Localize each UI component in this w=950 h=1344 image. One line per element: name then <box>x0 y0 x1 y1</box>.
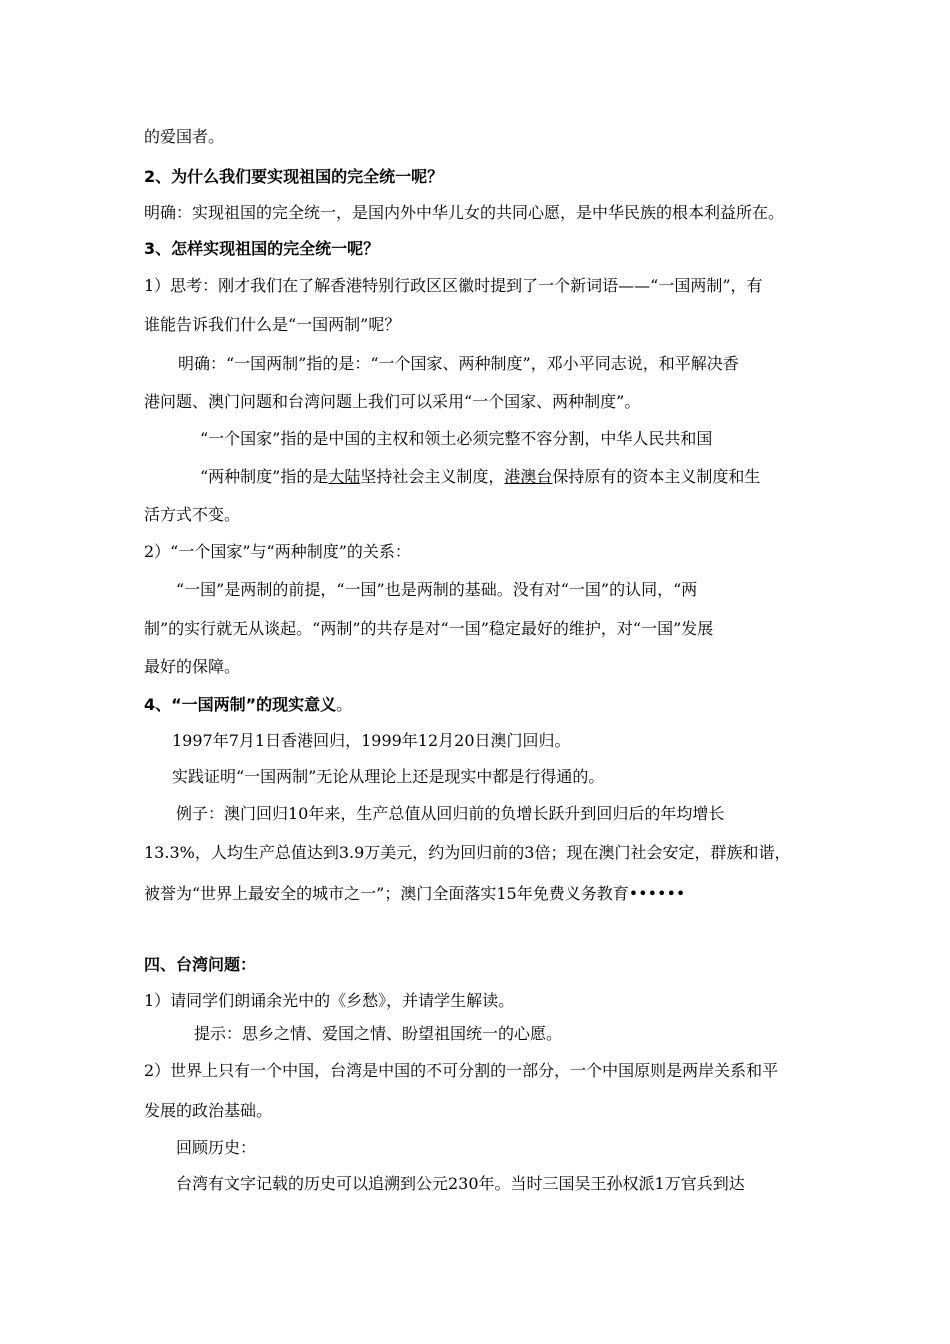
paragraph-line: 2）世界上只有一个中国，台湾是中国的不可分割的一部分，一个中国原则是两岸关系和平 <box>144 1061 779 1080</box>
paragraph-line: 提示：思乡之情、爱国之情、盼望祖国统一的心愿。 <box>194 1024 563 1043</box>
paragraph-line: “一个国家”指的是中国的主权和领土必须完整不容分割，中华人民共和国 <box>200 429 713 448</box>
paragraph-line: 13.3%，人均生产总值达到3.9万美元，约为回归前的3倍；现在澳门社会安定，群族和谐， <box>144 843 791 862</box>
underlined-term-hk-macao-taiwan: 港澳台 <box>504 467 553 486</box>
question-heading: 2、为什么我们要实现祖国的完全统一呢？ <box>144 167 444 186</box>
paragraph-line: 2）“一个国家”与“两种制度”的关系： <box>144 542 411 561</box>
underlined-term-mainland: 大陆 <box>328 467 361 486</box>
paragraph-line: 港问题、澳门问题和台湾问题上我们可以采用“一个国家、两种制度”。 <box>144 392 641 411</box>
question-heading <box>144 695 352 715</box>
paragraph-line: 发展的政治基础。 <box>144 1101 273 1120</box>
paragraph-line: 1）思考：刚才我们在了解香港特别行政区区徽时提到了一个新词语——“一国两制”，有 <box>144 276 763 295</box>
paragraph-line: 1997年7月1日香港回归，1999年12月20日澳门回归。 <box>172 731 571 750</box>
text-run: 保持原有的资本主义制度和生 <box>552 467 761 486</box>
paragraph-line: 谁能告诉我们什么是“一国两制”呢？ <box>144 315 401 334</box>
text-run: “两种制度”指的是 <box>200 467 329 486</box>
paragraph-line: 回顾历史： <box>176 1138 257 1157</box>
heading-period: 。 <box>336 695 353 714</box>
text-run: 坚持社会主义制度， <box>360 467 505 486</box>
heading-text: 4、“一国两制”的现实意义 <box>144 695 337 714</box>
paragraph-line <box>200 467 760 487</box>
question-heading: 3、怎样实现祖国的完全统一呢？ <box>144 239 380 258</box>
paragraph-line: 实践证明“一国两制”无论从理论上还是现实中都是行得通的。 <box>172 767 605 786</box>
paragraph-line: 活方式不变。 <box>144 505 241 524</box>
paragraph-line: 明确：实现祖国的完全统一，是国内外中华儿女的共同心愿，是中华民族的根本利益所在。 <box>144 203 785 222</box>
section-heading: 四、台湾问题： <box>144 955 257 974</box>
paragraph-line: “一国”是两制的前提，“一国”也是两制的基础。没有对“一国”的认同，“两 <box>176 580 698 599</box>
paragraph-line: 明确：“一国两制”指的是：“一个国家、两种制度”，邓小平同志说，和平解决香 <box>178 354 739 373</box>
paragraph-line: 例子：澳门回归10年来，生产总值从回归前的负增长跃升到回归后的年均增长 <box>176 804 725 823</box>
paragraph-line: 制”的实行就无从谈起。“两制”的共存是对“一国”稳定最好的维护，对“一国”发展 <box>144 619 714 638</box>
paragraph-line: 1）请同学们朗诵余光中的《乡愁》，并请学生解读。 <box>144 991 515 1010</box>
paragraph-line: 最好的保障。 <box>144 657 241 676</box>
paragraph-line: 台湾有文字记载的历史可以追溯到公元230年。当时三国吴王孙权派1万官兵到达 <box>176 1174 745 1193</box>
paragraph-line: 的爱国者。 <box>144 127 225 146</box>
paragraph-line: 被誉为“世界上最安全的城市之一”；澳门全面落实15年免费义务教育•••••• <box>144 884 686 903</box>
